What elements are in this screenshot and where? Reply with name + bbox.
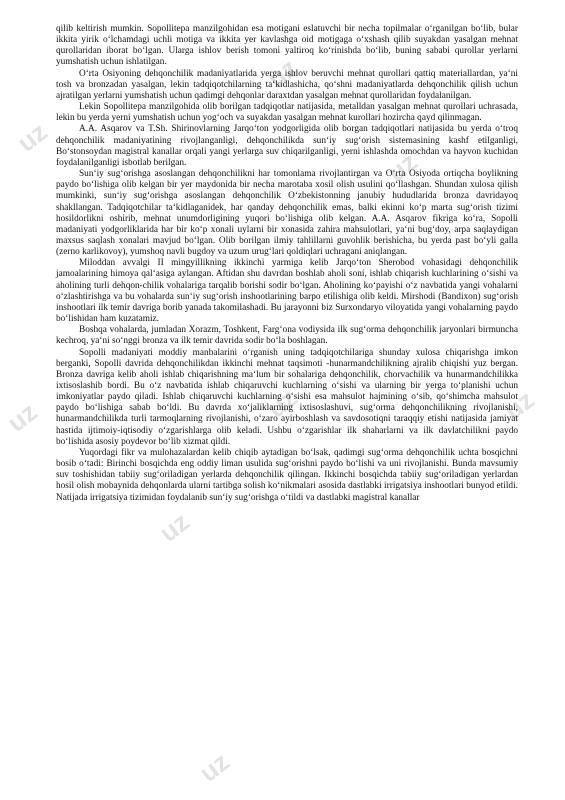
paragraph: Miloddan avvalgi II mingyillikning ikkinchi yarmiga kelib Jarqoʻton Sherobod vohasidagi dehqonchilik jamoalarining himoya qalʻasiga aylangan. Aftidan shu davrdan boshlab aholi soni, ishlab chiqarish kuchlarining oʻsishi va aholining turli dehqon-chilik vohalariga tarqalib borishi sodir boʻlgan. Aholining koʻpayishi oʻz navbatida yangi vohalarni oʻzlashtirishga va bu vohalarda sunʻiy sugʻorish inshootlarining barpo etilishiga olib keldi. Mirshodi (Bandixon) sugʻorish inshootlari ilk temir davriga borib yanada takomilashadi. Bu jarayonni biz Surxondaryo viloyatida yangi vohalarning paydo boʻlishidan ham kuzatamiz. xyxy=(56,258,518,325)
paragraph: A.A. Asqarov va T.Sh. Shirinovlarning Jarqoʻton yodgorligida olib borgan tadqiqotlari natijasida bu yerda oʻtroq dehqonchilik madaniyatining rivojlanganligi, dehqonchilikda sunʻiy sugʻorish sistemasining kashf etilganligi, Boʻstonsoydan magistral kanallar orqali yangi yerlarga suv chiqarilganligi, yerni ishlashda omochdan va hayvon kuchidan foydalanilganligi isbotlab berilgan. xyxy=(56,124,518,168)
watermark-text: uz xyxy=(498,384,540,426)
watermark-text: uz xyxy=(261,382,303,424)
document-page xyxy=(56,24,518,504)
paragraph: Lekin Sopollitepa manzilgohida olib borilgan tadqiqotlar natijasida, metalldan yasalgan mehnat qurollari uchrasada, lekin bu yerda yerni yumshatish uchun yogʻoch va suyakdan yasalgan mehnat kurollari hozircha qayd qilinmagan. xyxy=(56,102,518,124)
watermark-text: uz xyxy=(381,146,423,188)
paragraph: Sunʻiy sugʻorishga asoslangan dehqonchilikni har tomonlama rivojlantirgan va Oʻrta Osiyoda ortiqcha boylikning paydo boʻlishiga olib kelgan bir yer maydonida bir necha marotaba xosil olish usulini qoʻllashgan. Shundan xulosa qilish mumkinki, sunʻiy sugʻorishga asoslangan dehqonchilik Oʻzbekistonning janubiy hududlarida bronza davridayoq shakllangan. Tadqiqotchilar taʻkidlaganidek, har qanday dehqonchilik emas, balki ekinni koʻp marta sugʻorish tizimi hosildorlikni oshirib, mehnat unumdorligining yuqori boʻlishiga olib kelgan. A.A. Asqarov fikriga koʻra, Sopolli madaniyati yodgorliklarida har bir koʻp xonali uylarni bir xonasida zahira mahsulotlari, yaʻni bugʻdoy, arpa saqlaydigan maxsus saqlash xonalari mavjud boʻlgan. Olib borilgan ilmiy tahlillarni guvohlik berishicha, bu yerda past boʻyli galla (zerno karlikovoy), yumshoq navli bugdoy va uzum urugʻlari qoldiqlari uchragani aniqlangan. xyxy=(56,169,518,258)
paragraph: Sopolli madaniyati moddiy manbalarini oʻrganish uning tadqiqotchilariga shunday xulosa chiqarishga imkon berganki, Sopolli davrida dehqonchilikdan ikkinchi mehnat taqsimoti -hunarmandchilikning ajralib chiqishi yuz bergan. Bronza davriga kelib aholi ishlab chiqarishning maʻlum bir sohalariga dehqonchilik, chorvachilik va hunarmandchilikka ixtisoslashib bordi. Bu oʻz navbatida ishlab chiqaruvchi kuchlarning oʻsishi va ularning bir yerga toʻplanishi uchun imkoniyatlar paydo qiladi. Ishlab chiqaruvchi kuchlarning oʻsishi esa mahsulot hajmining oʻsib, qoʻshimcha mahsulot paydo boʻlishiga sabab boʻldi. Bu davrda xoʻjaliklarning ixtisoslashuvi, sugʻorma dehqonchilikning rivojlanishi, hunarmandchilikda turli tarmoqlarning rivojlanishi, oʻzaro ayirboshlash va savdosotiqni taraqqiy etishi natijasida jamiyat hastida ijtimoiy-iqtisodiy oʻzgarishlarga olib keladi. Ushbu oʻzgarishlar ilk shaharlarni va ilk davlatchilikni paydo boʻlishida asosiy poydevor boʻlib xizmat qildi. xyxy=(56,347,518,447)
watermark-text: uz xyxy=(193,746,235,788)
watermark-text: uz xyxy=(261,52,303,94)
paragraph: qilib keltirish mumkin. Sopollitepa manzilgohidan esa motigani eslatuvchi bir necha topilmalar oʻrganilgan boʻlib, bular ikkita yirik oʻlchamdagi uchli motiga va ikkita yer kavlashga oid motigaga oʻxshash qilib suyakdan yasalgan mehnat qurollaridan iborat boʻlgan. Ularga ishlov berish tomoni yaltiroq koʻrinishda boʻlib, buning sababi qurollar yerlarni yumshatish uchun ishlatilgan. xyxy=(56,24,518,68)
paragraph: Yuqordagi fikr va mulohazalardan kelib chiqib aytadigan boʻlsak, qadimgi sugʻorma dehqonchilik uchta bosqichni bosib oʻtadi: Birinchi bosqichda eng oddiy liman usulida sugʻorishni paydo boʻlishi va uni rivojlanishi. Bunda mavsumiy suv toshishidan tabiiy sugʻoriladigan yerlarda dehqonchilik qilingan. Ikkinchi bosqichda tabiiy sugʻoriladigan yerlardan hosil olish mobaynida dehqonlarda ularni tartibga solish koʻnikmalari asosida dastlabki irrigatsiya inshootlari bunyod etildi. Natijada irrigatsiya tizimidan foydalanib sunʻiy sugʻorishga oʻtildi va dastlabki magistral kanallar xyxy=(56,447,518,503)
watermark-text: uz xyxy=(153,506,195,548)
paragraph: Oʻrta Osiyoning dehqonchilik madaniyatlarida yerga ishlov beruvchi mehnat qurollari qattiq materiallardan, yaʻni tosh va bronzadan yasalgan, lekin tadqiqotchilarning taʻkidlashicha, qoʻshni madaniyatlarda dehqonchilik qilish uchun ajratilgan yerlarni yumshatish uchun qadimgi dehqonlar daraxtdan yasalgan mehnat qurollaridan foydalanilgan. xyxy=(56,68,518,101)
paragraph: Boshqa vohalarda, jumladan Xorazm, Toshkent, Fargʻona vodiysida ilk sugʻorma dehqonchilik jaryonlari birmuncha kechroq, yaʻni soʻnggi bronza va ilk temir davrida sodir boʻla boshlagan. xyxy=(56,325,518,347)
watermark-text: uz xyxy=(1,396,43,438)
watermark-text: uz xyxy=(11,116,53,158)
